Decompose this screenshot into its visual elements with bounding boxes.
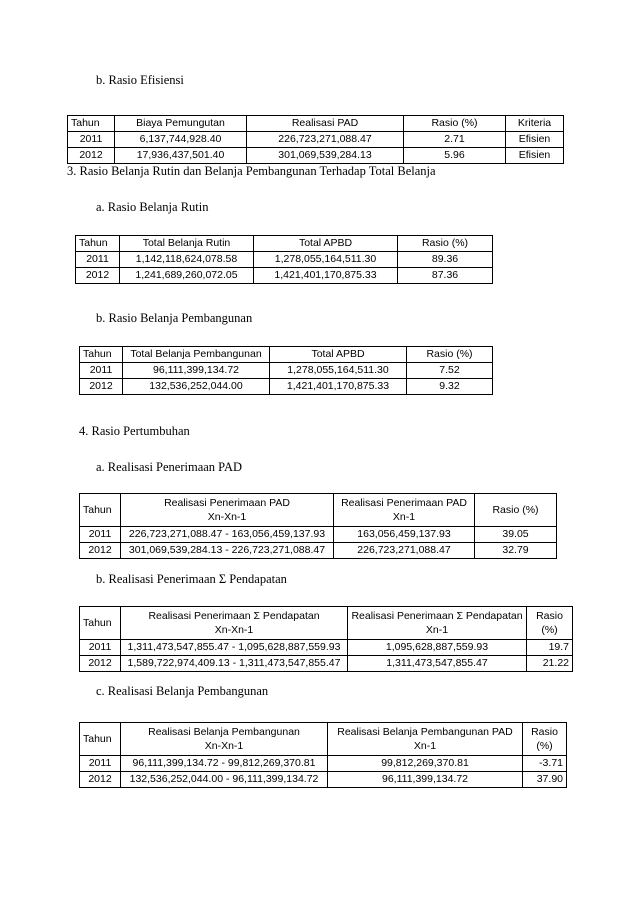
col-title: Realisasi Penerimaan PAD: [164, 497, 290, 509]
cell-tahun: 2011: [80, 527, 121, 543]
col-realisasi-pad-xn1: [334, 494, 475, 527]
cell-rasio: 87.36: [398, 268, 493, 284]
col-tahun: Tahun: [76, 236, 120, 252]
cell-selisih: 1,311,473,547,855.47 - 1,095,628,887,559.93: [121, 640, 348, 656]
heading-rasio-belanja-pembangunan: b. Rasio Belanja Pembangunan: [96, 311, 253, 325]
table-row: [80, 363, 493, 379]
table-realisasi-pendapatan: [79, 606, 573, 672]
heading-realisasi-belanja-pembangunan: c. Realisasi Belanja Pembangunan: [96, 684, 269, 698]
cell-rasio: 21.22: [527, 656, 573, 672]
col-subtitle: (%): [536, 740, 553, 752]
col-title: Realisasi Belanja Pembangunan PAD: [337, 726, 513, 738]
table-realisasi-belanja-pembangunan: [79, 722, 567, 788]
table-row: [80, 756, 567, 772]
col-rasio: [527, 607, 573, 640]
cell-rasio: 5.96: [404, 148, 506, 164]
col-subtitle: Xn-Xn-1: [207, 511, 247, 523]
cell-biaya: 17,936,437,501.40: [115, 148, 247, 164]
table-header-row: [80, 347, 493, 363]
cell-xn1: 99,812,269,370.81: [328, 756, 523, 772]
cell-tahun: 2012: [80, 379, 123, 395]
cell-tahun: 2012: [80, 656, 121, 672]
cell-rasio: 39.05: [475, 527, 557, 543]
col-rasio: [523, 723, 567, 756]
cell-tahun: 2011: [76, 252, 120, 268]
col-rasio: Rasio (%): [475, 494, 557, 527]
cell-tahun: 2012: [76, 268, 120, 284]
table-header-row: [80, 723, 567, 756]
col-realisasi-belanja-xn1: [328, 723, 523, 756]
cell-selisih: 301,069,539,284.13 - 226,723,271,088.47: [121, 543, 334, 559]
table-realisasi-pad: [79, 493, 557, 559]
col-title: Realisasi Penerimaan PAD: [341, 497, 467, 509]
cell-tahun: 2011: [80, 756, 121, 772]
table-row: [80, 543, 557, 559]
heading-section-3: 3. Rasio Belanja Rutin dan Belanja Pembangunan Terhadap Total Belanja: [67, 164, 436, 178]
table-header-row: [68, 116, 564, 132]
cell-selisih: 226,723,271,088.47 - 163,056,459,137.93: [121, 527, 334, 543]
col-realisasi-pendapatan-xn1: [348, 607, 527, 640]
cell-belanja-pembangunan: 132,536,252,044.00: [123, 379, 270, 395]
cell-belanja-rutin: 1,142,118,624,078.58: [120, 252, 254, 268]
col-rasio: Rasio (%): [407, 347, 493, 363]
table-row: [68, 132, 564, 148]
cell-selisih: 96,111,399,134.72 - 99,812,269,370.81: [121, 756, 328, 772]
table-row: [80, 772, 567, 788]
table-row: [80, 656, 573, 672]
col-tahun: Tahun: [68, 116, 115, 132]
cell-belanja-pembangunan: 96,111,399,134.72: [123, 363, 270, 379]
heading-realisasi-pad: a. Realisasi Penerimaan PAD: [96, 460, 243, 474]
heading-realisasi-pendapatan: b. Realisasi Penerimaan Σ Pendapatan: [96, 572, 287, 586]
col-total-apbd: Total APBD: [254, 236, 398, 252]
col-rasio: Rasio (%): [398, 236, 493, 252]
cell-kriteria: Efisien: [506, 148, 564, 164]
table-row: [76, 268, 493, 284]
col-tahun: Tahun: [80, 607, 121, 640]
table-header-row: [80, 607, 573, 640]
cell-xn1: 1,311,473,547,855.47: [348, 656, 527, 672]
cell-tahun: 2011: [68, 132, 115, 148]
col-subtitle: Xn-Xn-1: [214, 624, 254, 636]
cell-kriteria: Efisien: [506, 132, 564, 148]
col-title: Rasio: [536, 610, 563, 622]
cell-biaya: 6,137,744,928.40: [115, 132, 247, 148]
heading-rasio-efisiensi: b. Rasio Efisiensi: [96, 73, 184, 87]
cell-rasio: 89.36: [398, 252, 493, 268]
col-title: Realisasi Penerimaan Σ Pendapatan: [351, 610, 523, 622]
col-title: Rasio: [531, 726, 558, 738]
table-rasio-belanja-pembangunan: [79, 346, 493, 395]
col-realisasi-pendapatan-xn-xn1: [121, 607, 348, 640]
cell-tahun: 2011: [80, 640, 121, 656]
col-realisasi-pad: Realisasi PAD: [247, 116, 404, 132]
heading-section-4: 4. Rasio Pertumbuhan: [79, 424, 190, 438]
col-kriteria: Kriteria: [506, 116, 564, 132]
col-title: Realisasi Penerimaan Σ Pendapatan: [148, 610, 320, 622]
table-header-row: [80, 494, 557, 527]
cell-rasio: 9.32: [407, 379, 493, 395]
table-header-row: [76, 236, 493, 252]
col-realisasi-pad-xn-xn1: [121, 494, 334, 527]
col-tahun: Tahun: [80, 723, 121, 756]
cell-apbd: 1,421,401,170,875.33: [270, 379, 407, 395]
cell-rasio: 32.79: [475, 543, 557, 559]
cell-rasio: 2.71: [404, 132, 506, 148]
col-title: Realisasi Belanja Pembangunan: [148, 726, 300, 738]
cell-xn1: 226,723,271,088.47: [334, 543, 475, 559]
table-row: [80, 640, 573, 656]
cell-belanja-rutin: 1,241,689,260,072.05: [120, 268, 254, 284]
cell-tahun: 2011: [80, 363, 123, 379]
cell-tahun: 2012: [80, 543, 121, 559]
cell-tahun: 2012: [68, 148, 115, 164]
col-subtitle: Xn-1: [425, 624, 449, 636]
heading-rasio-belanja-rutin: a. Rasio Belanja Rutin: [96, 200, 209, 214]
cell-realisasi: 301,069,539,284.13: [247, 148, 404, 164]
cell-selisih: 132,536,252,044.00 - 96,111,399,134.72: [121, 772, 328, 788]
cell-apbd: 1,278,055,164,511.30: [254, 252, 398, 268]
table-rasio-efisiensi: [67, 115, 564, 164]
table-rasio-belanja-rutin: [75, 235, 493, 284]
cell-rasio: 37.90: [523, 772, 567, 788]
cell-selisih: 1,589,722,974,409.13 - 1,311,473,547,855.47: [121, 656, 348, 672]
table-row: [80, 527, 557, 543]
cell-rasio: -3.71: [523, 756, 567, 772]
col-rasio: Rasio (%): [404, 116, 506, 132]
col-subtitle: Xn-Xn-1: [204, 740, 244, 752]
col-realisasi-belanja-xn-xn1: [121, 723, 328, 756]
table-row: [76, 252, 493, 268]
cell-realisasi: 226,723,271,088.47: [247, 132, 404, 148]
cell-xn1: 1,095,628,887,559.93: [348, 640, 527, 656]
cell-rasio: 19.7: [527, 640, 573, 656]
col-biaya-pemungutan: Biaya Pemungutan: [115, 116, 247, 132]
table-row: [80, 379, 493, 395]
cell-apbd: 1,278,055,164,511.30: [270, 363, 407, 379]
table-row: [68, 148, 564, 164]
cell-rasio: 7.52: [407, 363, 493, 379]
cell-xn1: 163,056,459,137.93: [334, 527, 475, 543]
cell-apbd: 1,421,401,170,875.33: [254, 268, 398, 284]
col-tahun: Tahun: [80, 347, 123, 363]
cell-xn1: 96,111,399,134.72: [328, 772, 523, 788]
col-total-belanja-pembangunan: Total Belanja Pembangunan: [123, 347, 270, 363]
cell-tahun: 2012: [80, 772, 121, 788]
col-total-belanja-rutin: Total Belanja Rutin: [120, 236, 254, 252]
col-total-apbd: Total APBD: [270, 347, 407, 363]
col-subtitle: (%): [541, 624, 558, 636]
col-tahun: Tahun: [80, 494, 121, 527]
col-subtitle: Xn-1: [413, 740, 437, 752]
col-subtitle: Xn-1: [392, 511, 416, 523]
